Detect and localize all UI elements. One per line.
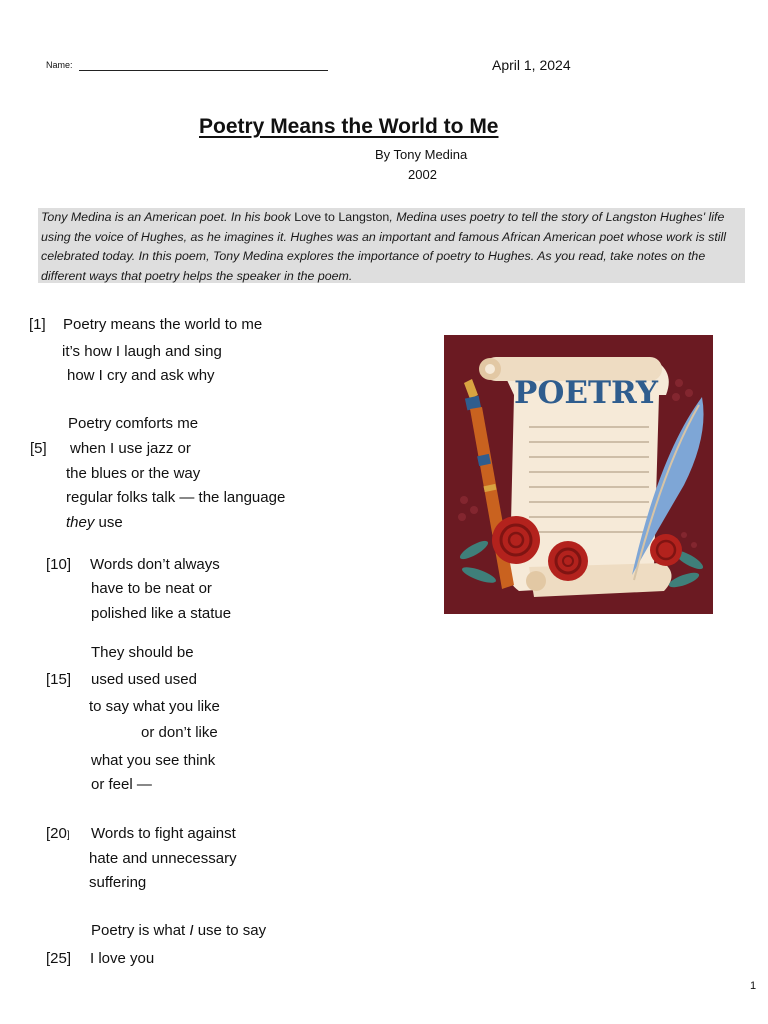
line-number-20-text: [20 [46, 825, 67, 842]
poem-line: Poetry means the world to me [63, 316, 263, 333]
poem-line: Words don’t always [90, 556, 220, 573]
poem-emphasis-i: I [189, 922, 194, 939]
poem-line: to say what you like [89, 698, 220, 715]
line-number-15: [15] [46, 671, 72, 688]
line-number-25: [25] [46, 950, 72, 967]
poem-line: Poetry comforts me [68, 415, 199, 432]
poem-line: or don’t like [141, 724, 218, 741]
poem-line: used used used [91, 671, 197, 688]
poem-line: Words to fight against [91, 825, 236, 842]
poem-line: regular folks talk — the language [66, 489, 286, 506]
poem-line: suffering [89, 874, 147, 891]
date: April 1, 2024 [492, 57, 571, 73]
poem-line: when I use jazz or [70, 440, 191, 457]
intro-text-part-2: , Medina uses poetry to tell the story of Langston Hughes' life using the voice of Hughes, as he imagines it. Hughes was an important and famous African American poet whose work is still celebrated today. In this poem, Tony Medina explores the importance of poetry to Hughes. As you read, take notes on the different ways that poetry helps the speaker in the poem. [41, 210, 727, 283]
poem-line: polished like a statue [91, 605, 232, 622]
poem-line: how I cry and ask why [67, 367, 215, 384]
scroll-bottom-curl [526, 571, 546, 591]
line-number-20-bracket: ] [66, 830, 70, 841]
line-number-10: [10] [46, 556, 72, 573]
poem-line: the blues or the way [66, 465, 201, 482]
poem-line: or feel — [91, 776, 152, 793]
poetry-scroll-illustration [444, 335, 713, 614]
poem-line-end: use to say [193, 922, 267, 939]
intro-book-title: Love to Langston [294, 210, 390, 224]
poem-line: it’s how I laugh and sing [62, 343, 222, 360]
poem-line: I love you [90, 950, 155, 967]
scroll-heading-text: POETRY [514, 375, 658, 411]
poem-line: hate and unnecessary [89, 850, 237, 867]
byline: By Tony Medina [375, 147, 468, 162]
intro-text-part-1: Tony Medina is an American poet. In his book [41, 210, 295, 224]
poem-emphasis-they: they [66, 514, 95, 531]
poem-line [66, 514, 123, 531]
poem-line: what you see think [91, 752, 216, 769]
page-number: 1 [750, 980, 757, 992]
poem-line: They should be [91, 644, 194, 661]
line-number-20 [46, 825, 70, 842]
poem-line-start: Poetry is what [91, 922, 190, 939]
year: 2002 [408, 167, 437, 182]
poem-line: have to be neat or [91, 580, 212, 597]
intro-paragraph [38, 208, 745, 283]
line-number-5: [5] [30, 440, 47, 457]
line-number-1: [1] [29, 316, 46, 333]
poem-line-rest: use [94, 514, 123, 531]
name-blank-line [79, 70, 328, 71]
page-title: Poetry Means the World to Me [199, 115, 499, 138]
poem-line [91, 922, 266, 939]
name-label: Name: [46, 60, 73, 70]
